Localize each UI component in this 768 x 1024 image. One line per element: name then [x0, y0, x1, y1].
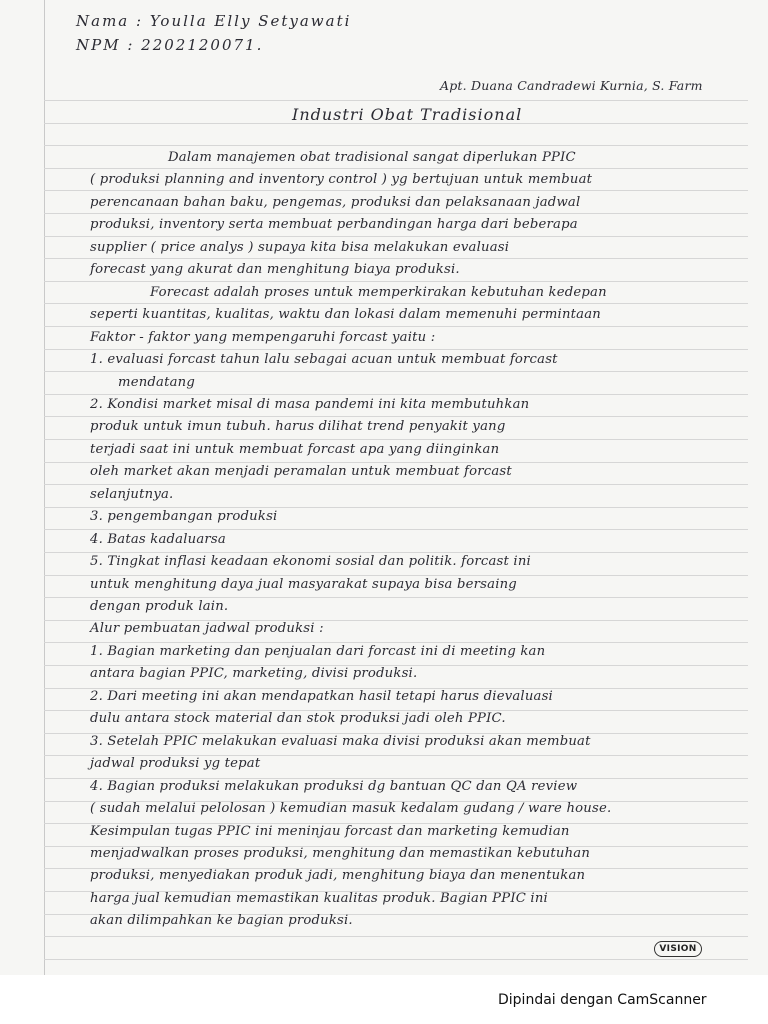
handwritten-line: 4. Batas kadaluarsa [90, 532, 226, 547]
handwritten-line: antara bagian PPIC, marketing, divisi produksi. [90, 666, 418, 681]
handwritten-line: ( sudah melalui pelolosan ) kemudian masuk kedalam gudang / ware house. [90, 801, 612, 816]
ruled-line [44, 507, 748, 508]
page-title: Industri Obat Tradisional [292, 105, 523, 124]
handwritten-line: 2. Dari meeting ini akan mendapatkan hasil tetapi harus dievaluasi [90, 689, 553, 704]
handwritten-line: 1. evaluasi forcast tahun lalu sebagai acuan untuk membuat forcast [90, 352, 558, 367]
ruled-line [44, 236, 748, 237]
ruled-line [44, 416, 748, 417]
handwritten-line: untuk menghitung daya jual masyarakat supaya bisa bersaing [90, 577, 517, 592]
ruled-line [44, 959, 748, 960]
handwritten-line: dulu antara stock material dan stok produksi jadi oleh PPIC. [90, 711, 506, 726]
handwritten-line: 3. pengembangan produksi [90, 509, 278, 524]
handwritten-line: selanjutnya. [90, 487, 174, 502]
vision-logo: VISION [654, 941, 702, 957]
ruled-line [44, 168, 748, 169]
handwritten-line: 5. Tingkat inflasi keadaan ekonomi sosial dan politik. forcast ini [90, 554, 531, 569]
ruled-line [44, 575, 748, 576]
ruled-line [44, 936, 748, 937]
handwritten-line: mendatang [118, 375, 196, 390]
handwritten-line: 3. Setelah PPIC melakukan evaluasi maka divisi produksi akan membuat [90, 734, 591, 749]
ruled-line [44, 484, 748, 485]
handwritten-line: 1. Bagian marketing dan penjualan dari forcast ini di meeting kan [90, 644, 546, 659]
handwritten-line: jadwal produksi yg tepat [90, 756, 261, 771]
handwritten-line: menjadwalkan proses produksi, menghitung dan memastikan kebutuhan [90, 846, 591, 861]
handwritten-line: supplier ( price analys ) supaya kita bisa melakukan evaluasi [90, 240, 510, 255]
handwritten-line: harga jual kemudian memastikan kualitas produk. Bagian PPIC ini [90, 891, 548, 906]
ruled-line [44, 213, 748, 214]
ruled-line [44, 642, 748, 643]
handwritten-line: Faktor - faktor yang mempengaruhi forcast yaitu : [90, 330, 436, 345]
ruled-line [44, 281, 748, 282]
ruled-line [44, 462, 748, 463]
handwritten-line: Dalam manajemen obat tradisional sangat diperlukan PPIC [168, 150, 576, 165]
handwritten-line: seperti kuantitas, kualitas, waktu dan lokasi dalam memenuhi permintaan [90, 307, 601, 322]
student-name: Nama : Youlla Elly Setyawati [76, 12, 352, 30]
handwritten-line: 2. Kondisi market misal di masa pandemi ini kita membutuhkan [90, 397, 530, 412]
handwritten-line: dengan produk lain. [90, 599, 229, 614]
handwritten-line: produksi, menyediakan produk jadi, menghitung biaya dan menentukan [90, 868, 586, 883]
ruled-line [44, 190, 748, 191]
margin-line [44, 0, 45, 975]
handwritten-line: akan dilimpahkan ke bagian produksi. [90, 913, 353, 928]
handwritten-line: forecast yang akurat dan menghitung biaya produksi. [90, 262, 460, 277]
handwritten-line: produksi, inventory serta membuat perbandingan harga dari beberapa [90, 217, 578, 232]
ruled-line [44, 145, 748, 146]
handwritten-line: Kesimpulan tugas PPIC ini meninjau forcast dan marketing kemudian [90, 824, 570, 839]
ruled-line [44, 529, 748, 530]
ruled-line [44, 552, 748, 553]
camscanner-footer: Dipindai dengan CamScanner [498, 992, 707, 1008]
handwritten-line: Forecast adalah proses untuk memperkirakan kebutuhan kedepan [150, 285, 607, 300]
handwritten-line: ( produksi planning and inventory control ) yg bertujuan untuk membuat [90, 172, 593, 187]
handwritten-line: 4. Bagian produksi melakukan produksi dg bantuan QC dan QA review [90, 779, 578, 794]
ruled-line [44, 349, 748, 350]
ruled-line [44, 597, 748, 598]
ruled-line [44, 439, 748, 440]
handwritten-line: oleh market akan menjadi peramalan untuk membuat forcast [90, 464, 512, 479]
ruled-line [44, 100, 748, 101]
ruled-line [44, 371, 748, 372]
ruled-line [44, 394, 748, 395]
ruled-line [44, 258, 748, 259]
handwritten-line: terjadi saat ini untuk membuat forcast apa yang diinginkan [90, 442, 500, 457]
handwritten-line: perencanaan bahan baku, pengemas, produksi dan pelaksanaan jadwal [90, 195, 581, 210]
handwritten-line: produk untuk imun tubuh. harus dilihat trend penyakit yang [90, 419, 506, 434]
ruled-line [44, 303, 748, 304]
student-npm: NPM : 2202120071. [76, 36, 264, 54]
ruled-line [44, 326, 748, 327]
handwritten-line: Alur pembuatan jadwal produksi : [90, 621, 324, 636]
lecturer-name: Apt. Duana Candradewi Kurnia, S. Farm [440, 78, 703, 93]
